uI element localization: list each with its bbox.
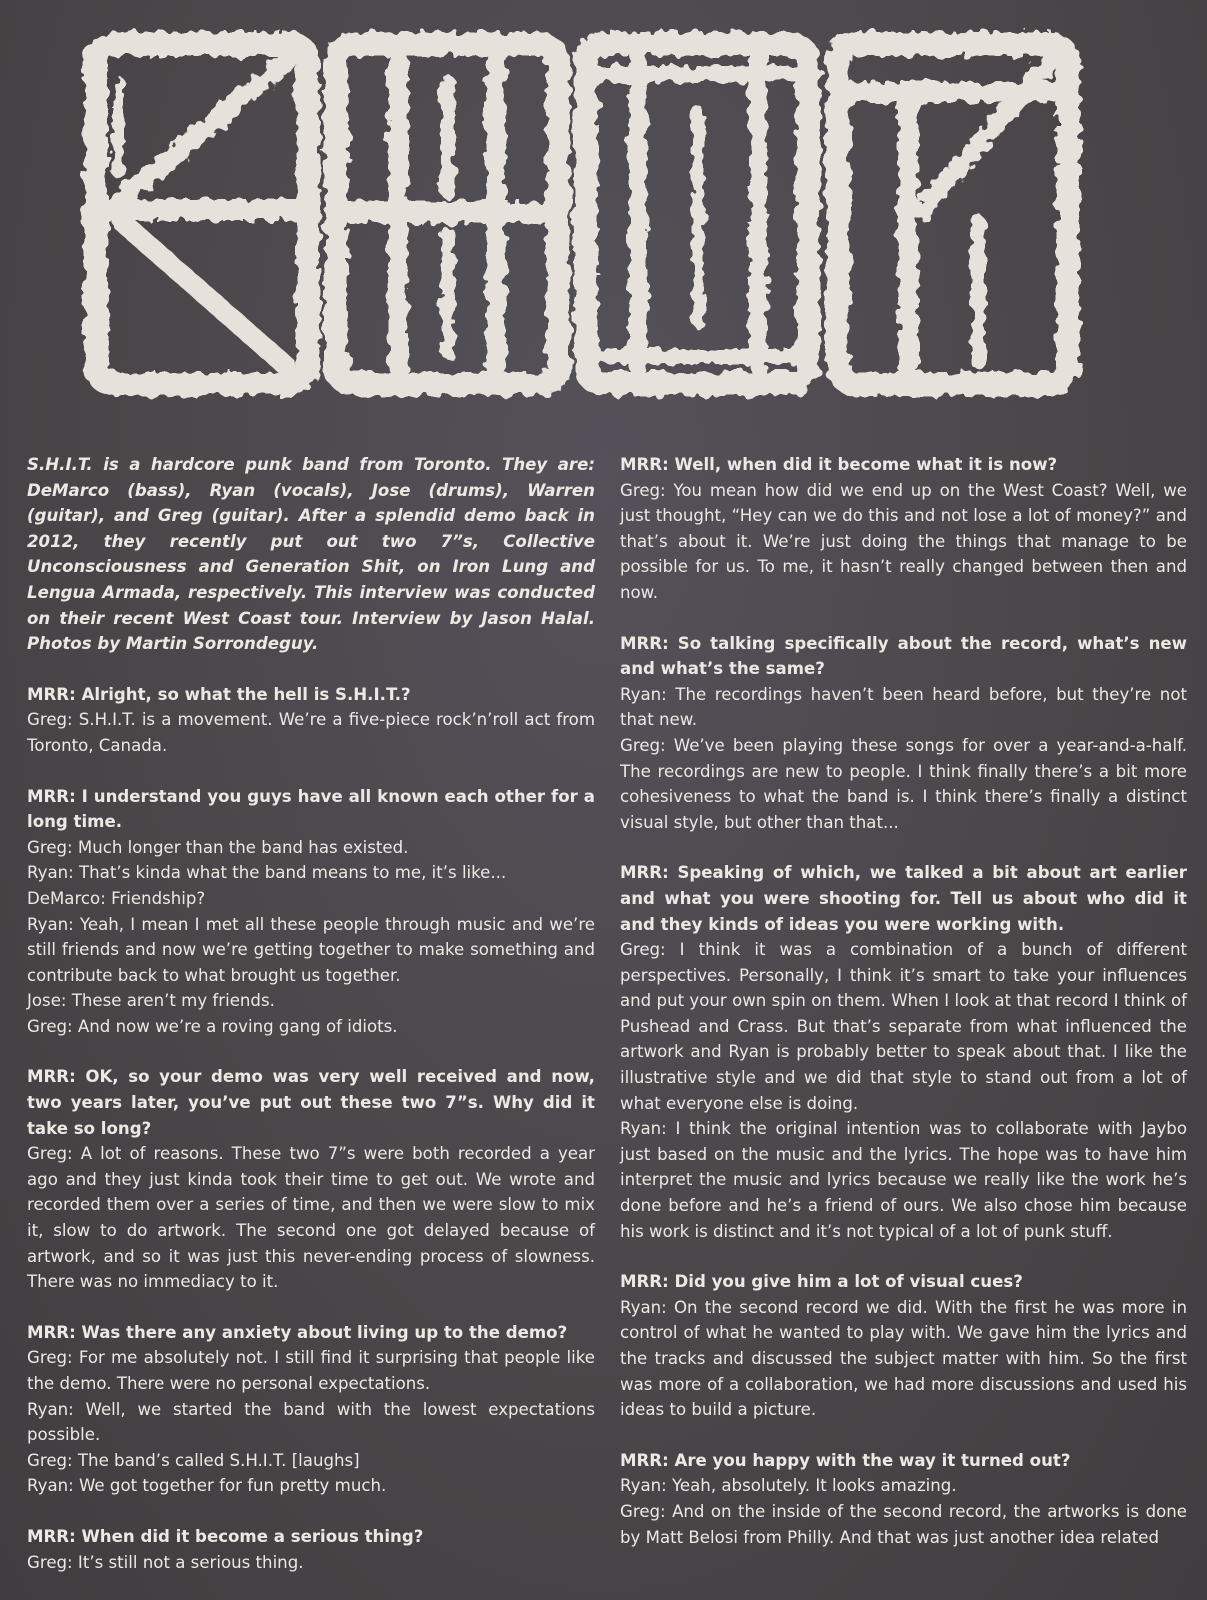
interview-answer: Ryan: That’s kinda what the band means to me, it’s like...: [27, 863, 507, 883]
interview-answer: Greg: It’s still not a serious thing.: [27, 1552, 304, 1572]
logo-letter-t: [838, 44, 1068, 384]
interview-answer: Greg: Much longer than the band has existed.: [27, 837, 409, 857]
interview-block: [27, 1064, 595, 1294]
intro-paragraph: S.H.I.T. is a hardcore punk band from Toronto. They are: DeMarco (bass), Ryan (vocals), Jose (drums), Warren (guitar), and Greg (guitar). After a splendid demo back in 2012, they recently put out two 7”s, Collective Unconsciousness and Generation Shit, on Iron Lung and Lengua Armada, respectively. This interview was conducted on their recent West Coast tour. Interview by Jason Halal. Photos by Martin Sorrondeguy.: [27, 455, 595, 654]
interview-question: MRR: I understand you guys have all known each other for a long time.: [27, 786, 595, 832]
interview-question: MRR: Speaking of which, we talked a bit about art earlier and what you were shooting for. Tell us about who did it and they kinds of ideas you were working with.: [620, 863, 1187, 934]
interview-answer: Ryan: On the second record we did. With the first he was more in control of what he wanted to play with. We gave him the lyrics and the tracks and discussed the subject matter with him. So the first was more of a collaboration, we had more discussions and used his ideas to build a picture.: [620, 1297, 1187, 1420]
interview-answer: Greg: A lot of reasons. These two 7”s were both recorded a year ago and they just kinda took their time to get out. We wrote and recorded them over a series of time, and then we were slow to mix it, slow to do artwork. The second one got delayed because of artwork, and so it was just this never-ending process of slowness. There was no immediacy to it.: [27, 1144, 595, 1292]
interview-question: MRR: Was there any anxiety about living up to the demo?: [27, 1322, 568, 1342]
interview-question: MRR: Well, when did it become what it is now?: [620, 455, 1058, 474]
interview-answer: Ryan: Yeah, absolutely. It looks amazing.: [620, 1476, 957, 1496]
logo-letter-s: [96, 44, 308, 384]
interview-question: MRR: When did it become a serious thing?: [27, 1526, 424, 1546]
interview-block: [620, 860, 1187, 1244]
interview-block: [620, 1448, 1187, 1550]
interview-block: [27, 682, 595, 759]
interview-question: MRR: Did you give him a lot of visual cues?: [620, 1272, 1023, 1292]
logo-letter-i: [586, 44, 808, 384]
left-column: [27, 452, 595, 1600]
interview-answer: Ryan: Well, we started the band with the lowest expectations possible.: [27, 1399, 595, 1445]
interview-answer: DeMarco: Friendship?: [27, 888, 206, 908]
interview-block: [620, 631, 1187, 836]
interview-question: MRR: So talking specifically about the record, what’s new and what’s the same?: [620, 633, 1187, 679]
interview-answer: Greg: The band’s called S.H.I.T. [laughs]: [27, 1450, 360, 1470]
logo-letter-h: [336, 44, 558, 384]
band-logo-graphic: [78, 22, 1128, 412]
interview-answer: Greg: I think it was a combination of a bunch of different perspectives. Personally, I think it’s smart to take your influences and put your own spin on them. When I look at that record I think of Pushead and Crass. But that’s separate from what influenced the artwork and Ryan is probably better to speak about that. I like the illustrative style and we did that style to stand out from a lot of what everyone else is doing.: [620, 940, 1187, 1113]
interview-answer: Greg: We’ve been playing these songs for over a year-and-a-half. The recordings are new to people. I think finally there’s a bit more cohesiveness to what the band is. I think there’s finally a distinct visual style, but other than that...: [620, 735, 1187, 832]
interview-answer: Ryan: Yeah, I mean I met all these people through music and we’re still friends and now we’re getting together to make something and contribute back to what brought us together.: [27, 914, 595, 985]
interview-answer: Greg: And now we’re a roving gang of idiots.: [27, 1016, 398, 1036]
interview-answer: Greg: You mean how did we end up on the West Coast? Well, we just thought, “Hey can we do this and not lose a lot of money?” and that’s about it. We’re just doing the things that manage to be possible for us. To me, it hasn’t really changed between then and now.: [620, 480, 1187, 602]
interview-answer: Greg: S.H.I.T. is a movement. We’re a five-piece rock’n’roll act from Toronto, Canada.: [27, 710, 595, 755]
right-column: [620, 452, 1187, 1575]
interview-question: MRR: Alright, so what the hell is S.H.I.T.?: [27, 684, 411, 704]
interview-answer: Jose: These aren’t my friends.: [27, 991, 275, 1011]
interview-question: MRR: OK, so your demo was very well received and now, two years later, you’ve put out these two 7”s. Why did it take so long?: [27, 1067, 595, 1138]
interview-block: [27, 1524, 595, 1575]
interview-block: [620, 1269, 1187, 1423]
interview-block: [620, 452, 1187, 606]
interview-block: [27, 784, 595, 1040]
band-logo: [78, 22, 1128, 412]
interview-answer: Greg: For me absolutely not. I still find it surprising that people like the demo. There were no personal expectations.: [27, 1348, 595, 1393]
interview-block: [27, 1320, 595, 1499]
interview-answer: Ryan: I think the original intention was to collaborate with Jaybo just based on the music and the lyrics. The hope was to have him interpret the music and lyrics because we really like the work he’s done before and he’s a friend of ours. We also chose him because his work is distinct and it’s not typical of a lot of punk stuff.: [620, 1119, 1187, 1241]
interview-answer: Greg: And on the inside of the second record, the artworks is done by Matt Belosi from Philly. And that was just another idea related: [620, 1501, 1187, 1547]
interview-answer: Ryan: We got together for fun pretty much.: [27, 1476, 387, 1496]
interview-answer: Ryan: The recordings haven’t been heard before, but they’re not that new.: [620, 684, 1187, 730]
interview-question: MRR: Are you happy with the way it turned out?: [620, 1450, 1071, 1470]
